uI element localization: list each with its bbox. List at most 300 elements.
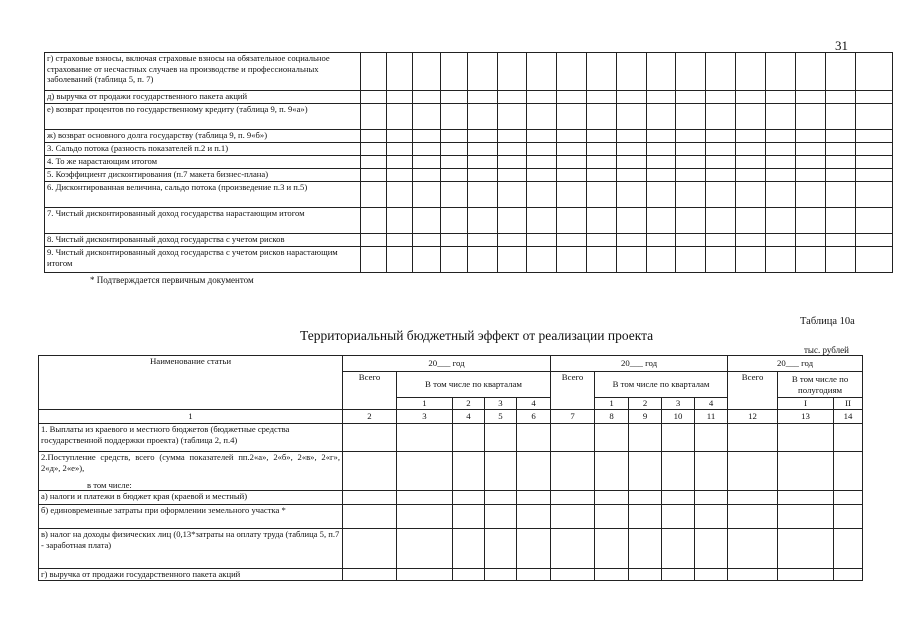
empty-cell bbox=[695, 569, 728, 581]
empty-cell bbox=[676, 104, 706, 130]
empty-cell bbox=[413, 156, 441, 169]
empty-cell bbox=[629, 452, 662, 480]
empty-cell bbox=[343, 480, 397, 491]
empty-cell bbox=[527, 182, 557, 208]
empty-cell bbox=[647, 53, 676, 91]
empty-cell bbox=[413, 143, 441, 156]
row-label: д) выручка от продажи государственного пакета акций bbox=[45, 91, 361, 104]
header-quarter: 2 bbox=[629, 398, 662, 410]
empty-cell bbox=[706, 182, 736, 208]
row-label: 2.Поступление средств, всего (сумма показателей пп.2«а», 2«б», 2«в», 2«г», 2«д», 2«е»), bbox=[39, 452, 343, 480]
empty-cell bbox=[517, 505, 551, 529]
header-item-name: Наименование статьи bbox=[39, 356, 343, 410]
page-number: 31 bbox=[835, 38, 848, 53]
table-row bbox=[39, 569, 863, 581]
empty-cell bbox=[595, 424, 629, 452]
empty-cell bbox=[527, 169, 557, 182]
empty-cell bbox=[527, 208, 557, 234]
empty-cell bbox=[498, 247, 527, 273]
empty-cell bbox=[551, 505, 595, 529]
empty-cell bbox=[766, 91, 796, 104]
empty-cell bbox=[498, 104, 527, 130]
empty-cell bbox=[728, 529, 778, 569]
empty-cell bbox=[706, 53, 736, 91]
empty-cell bbox=[557, 208, 587, 234]
empty-cell bbox=[397, 424, 453, 452]
empty-cell bbox=[557, 247, 587, 273]
empty-cell bbox=[557, 234, 587, 247]
header-quarter: 3 bbox=[662, 398, 695, 410]
table-row bbox=[45, 234, 893, 247]
empty-cell bbox=[676, 169, 706, 182]
empty-cell bbox=[441, 91, 468, 104]
row-label: 9. Чистый дисконтированный доход государства с учетом рисков нарастающим итогом bbox=[45, 247, 361, 273]
header-total-1: Всего bbox=[343, 372, 397, 410]
empty-cell bbox=[695, 480, 728, 491]
row-label: г) выручка от продажи государственного пакета акций bbox=[39, 569, 343, 581]
empty-cell bbox=[796, 247, 826, 273]
column-number: 13 bbox=[778, 410, 834, 424]
row-label: 1. Выплаты из краевого и местного бюджетов (бюджетные средства государственной поддержки проекта) (таблица 2, п.4) bbox=[39, 424, 343, 452]
header-year-2: 20___ год bbox=[551, 356, 728, 372]
empty-cell bbox=[551, 424, 595, 452]
empty-cell bbox=[498, 130, 527, 143]
table-row bbox=[39, 452, 863, 480]
empty-cell bbox=[766, 169, 796, 182]
empty-cell bbox=[695, 491, 728, 505]
empty-cell bbox=[468, 156, 498, 169]
empty-cell bbox=[766, 104, 796, 130]
empty-cell bbox=[468, 208, 498, 234]
empty-cell bbox=[485, 491, 517, 505]
empty-cell bbox=[441, 104, 468, 130]
column-number: 4 bbox=[453, 410, 485, 424]
table-row bbox=[39, 491, 863, 505]
table-title: Территориальный бюджетный эффект от реализации проекта bbox=[300, 328, 654, 343]
empty-cell bbox=[468, 247, 498, 273]
empty-cell bbox=[587, 143, 617, 156]
empty-cell bbox=[834, 424, 863, 452]
empty-cell bbox=[778, 505, 834, 529]
table-row bbox=[45, 104, 893, 130]
table-row bbox=[45, 247, 893, 273]
empty-cell bbox=[617, 130, 647, 143]
header-quarter: 4 bbox=[695, 398, 728, 410]
empty-cell bbox=[551, 529, 595, 569]
empty-cell bbox=[587, 234, 617, 247]
header-quarter: 1 bbox=[397, 398, 453, 410]
empty-cell bbox=[736, 247, 766, 273]
empty-cell bbox=[361, 91, 387, 104]
empty-cell bbox=[826, 156, 856, 169]
empty-cell bbox=[676, 143, 706, 156]
empty-cell bbox=[361, 156, 387, 169]
empty-cell bbox=[453, 569, 485, 581]
row-label: б) единовременные затраты при оформлении земельного участка * bbox=[39, 505, 343, 529]
empty-cell bbox=[527, 104, 557, 130]
empty-cell bbox=[587, 247, 617, 273]
table-row bbox=[45, 91, 893, 104]
empty-cell bbox=[856, 53, 893, 91]
empty-cell bbox=[617, 143, 647, 156]
empty-cell bbox=[557, 156, 587, 169]
empty-cell bbox=[441, 169, 468, 182]
empty-cell bbox=[728, 452, 778, 480]
empty-cell bbox=[676, 208, 706, 234]
empty-cell bbox=[676, 247, 706, 273]
empty-cell bbox=[361, 130, 387, 143]
empty-cell bbox=[361, 143, 387, 156]
empty-cell bbox=[796, 143, 826, 156]
empty-cell bbox=[856, 208, 893, 234]
empty-cell bbox=[766, 234, 796, 247]
empty-cell bbox=[736, 53, 766, 91]
empty-cell bbox=[527, 130, 557, 143]
empty-cell bbox=[517, 569, 551, 581]
empty-cell bbox=[826, 130, 856, 143]
empty-cell bbox=[778, 452, 834, 480]
empty-cell bbox=[676, 53, 706, 91]
empty-cell bbox=[387, 169, 413, 182]
empty-cell bbox=[387, 91, 413, 104]
empty-cell bbox=[441, 234, 468, 247]
empty-cell bbox=[736, 208, 766, 234]
empty-cell bbox=[587, 104, 617, 130]
empty-cell bbox=[826, 247, 856, 273]
table-row bbox=[45, 130, 893, 143]
empty-cell bbox=[453, 529, 485, 569]
empty-cell bbox=[706, 247, 736, 273]
empty-cell bbox=[453, 505, 485, 529]
empty-cell bbox=[441, 208, 468, 234]
empty-cell bbox=[413, 234, 441, 247]
column-number: 10 bbox=[662, 410, 695, 424]
empty-cell bbox=[834, 480, 863, 491]
row-label: в том числе: bbox=[39, 480, 343, 491]
territorial-budget-effect-table bbox=[38, 355, 863, 581]
empty-cell bbox=[527, 91, 557, 104]
empty-cell bbox=[527, 53, 557, 91]
empty-cell bbox=[617, 182, 647, 208]
empty-cell bbox=[706, 91, 736, 104]
empty-cell bbox=[387, 130, 413, 143]
empty-cell bbox=[587, 156, 617, 169]
empty-cell bbox=[856, 143, 893, 156]
empty-cell bbox=[485, 569, 517, 581]
empty-cell bbox=[361, 182, 387, 208]
empty-cell bbox=[453, 491, 485, 505]
empty-cell bbox=[498, 143, 527, 156]
header-half: I bbox=[778, 398, 834, 410]
empty-cell bbox=[551, 452, 595, 480]
empty-cell bbox=[551, 569, 595, 581]
empty-cell bbox=[587, 130, 617, 143]
empty-cell bbox=[856, 130, 893, 143]
empty-cell bbox=[361, 53, 387, 91]
empty-cell bbox=[485, 505, 517, 529]
column-number: 14 bbox=[834, 410, 863, 424]
table-row bbox=[45, 208, 893, 234]
empty-cell bbox=[413, 169, 441, 182]
empty-cell bbox=[397, 480, 453, 491]
empty-cell bbox=[629, 491, 662, 505]
empty-cell bbox=[706, 234, 736, 247]
empty-cell bbox=[361, 104, 387, 130]
empty-cell bbox=[617, 208, 647, 234]
empty-cell bbox=[766, 208, 796, 234]
empty-cell bbox=[527, 143, 557, 156]
empty-cell bbox=[441, 156, 468, 169]
empty-cell bbox=[343, 505, 397, 529]
empty-cell bbox=[498, 53, 527, 91]
empty-cell bbox=[517, 424, 551, 452]
empty-cell bbox=[441, 143, 468, 156]
empty-cell bbox=[397, 569, 453, 581]
column-number: 8 bbox=[595, 410, 629, 424]
empty-cell bbox=[557, 53, 587, 91]
header-year-1: 20___ год bbox=[343, 356, 551, 372]
empty-cell bbox=[647, 143, 676, 156]
empty-cell bbox=[856, 169, 893, 182]
empty-cell bbox=[647, 182, 676, 208]
empty-cell bbox=[796, 234, 826, 247]
empty-cell bbox=[468, 91, 498, 104]
empty-cell bbox=[629, 505, 662, 529]
empty-cell bbox=[413, 182, 441, 208]
header-quarter: 2 bbox=[453, 398, 485, 410]
empty-cell bbox=[766, 130, 796, 143]
empty-cell bbox=[595, 505, 629, 529]
empty-cell bbox=[676, 91, 706, 104]
row-label: ж) возврат основного долга государству (таблица 9, п. 9«б») bbox=[45, 130, 361, 143]
empty-cell bbox=[662, 424, 695, 452]
empty-cell bbox=[662, 452, 695, 480]
empty-cell bbox=[695, 529, 728, 569]
empty-cell bbox=[796, 156, 826, 169]
empty-cell bbox=[527, 247, 557, 273]
empty-cell bbox=[551, 480, 595, 491]
empty-cell bbox=[587, 169, 617, 182]
empty-cell bbox=[397, 505, 453, 529]
row-label: 3. Сальдо потока (разность показателей п.2 и п.1) bbox=[45, 143, 361, 156]
empty-cell bbox=[557, 130, 587, 143]
empty-cell bbox=[856, 234, 893, 247]
empty-cell bbox=[587, 182, 617, 208]
empty-cell bbox=[629, 424, 662, 452]
empty-cell bbox=[557, 182, 587, 208]
empty-cell bbox=[527, 156, 557, 169]
row-label: 7. Чистый дисконтированный доход государства нарастающим итогом bbox=[45, 208, 361, 234]
empty-cell bbox=[647, 104, 676, 130]
empty-cell bbox=[736, 169, 766, 182]
empty-cell bbox=[453, 480, 485, 491]
empty-cell bbox=[647, 91, 676, 104]
empty-cell bbox=[728, 505, 778, 529]
empty-cell bbox=[706, 130, 736, 143]
empty-cell bbox=[441, 130, 468, 143]
empty-cell bbox=[617, 156, 647, 169]
header-quarter: 1 bbox=[595, 398, 629, 410]
empty-cell bbox=[485, 424, 517, 452]
column-number: 12 bbox=[728, 410, 778, 424]
empty-cell bbox=[361, 208, 387, 234]
empty-cell bbox=[361, 247, 387, 273]
empty-cell bbox=[695, 505, 728, 529]
empty-cell bbox=[441, 182, 468, 208]
empty-cell bbox=[826, 169, 856, 182]
empty-cell bbox=[826, 104, 856, 130]
empty-cell bbox=[647, 208, 676, 234]
column-number: 6 bbox=[517, 410, 551, 424]
empty-cell bbox=[413, 53, 441, 91]
empty-cell bbox=[695, 452, 728, 480]
empty-cell bbox=[736, 91, 766, 104]
header-total-2: Всего bbox=[551, 372, 595, 410]
table-row bbox=[45, 143, 893, 156]
table-row bbox=[39, 505, 863, 529]
empty-cell bbox=[826, 91, 856, 104]
empty-cell bbox=[617, 247, 647, 273]
empty-cell bbox=[647, 169, 676, 182]
empty-cell bbox=[397, 491, 453, 505]
empty-cell bbox=[361, 169, 387, 182]
empty-cell bbox=[413, 104, 441, 130]
header-year-3: 20___ год bbox=[728, 356, 863, 372]
empty-cell bbox=[647, 234, 676, 247]
empty-cell bbox=[517, 529, 551, 569]
empty-cell bbox=[517, 491, 551, 505]
empty-cell bbox=[834, 452, 863, 480]
empty-cell bbox=[766, 156, 796, 169]
header-by-halfyears: В том числе по полугодиям bbox=[778, 372, 863, 398]
empty-cell bbox=[778, 569, 834, 581]
column-number: 3 bbox=[397, 410, 453, 424]
empty-cell bbox=[387, 143, 413, 156]
empty-cell bbox=[629, 529, 662, 569]
empty-cell bbox=[468, 234, 498, 247]
empty-cell bbox=[413, 208, 441, 234]
empty-cell bbox=[647, 247, 676, 273]
empty-cell bbox=[595, 480, 629, 491]
empty-cell bbox=[796, 53, 826, 91]
empty-cell bbox=[413, 247, 441, 273]
empty-cell bbox=[557, 143, 587, 156]
empty-cell bbox=[397, 452, 453, 480]
table-row bbox=[45, 169, 893, 182]
empty-cell bbox=[706, 143, 736, 156]
empty-cell bbox=[706, 104, 736, 130]
empty-cell bbox=[629, 480, 662, 491]
empty-cell bbox=[728, 424, 778, 452]
empty-cell bbox=[485, 480, 517, 491]
empty-cell bbox=[343, 529, 397, 569]
column-number: 1 bbox=[39, 410, 343, 424]
header-total-3: Всего bbox=[728, 372, 778, 410]
empty-cell bbox=[647, 156, 676, 169]
table-row bbox=[45, 53, 893, 91]
row-label: а) налоги и платежи в бюджет края (краевой и местный) bbox=[39, 491, 343, 505]
table-row bbox=[39, 424, 863, 452]
empty-cell bbox=[766, 53, 796, 91]
empty-cell bbox=[617, 169, 647, 182]
empty-cell bbox=[736, 234, 766, 247]
empty-cell bbox=[387, 234, 413, 247]
empty-cell bbox=[617, 53, 647, 91]
row-label: 6. Дисконтированная величина, сальдо потока (произведение п.3 и п.5) bbox=[45, 182, 361, 208]
empty-cell bbox=[676, 130, 706, 143]
empty-cell bbox=[676, 234, 706, 247]
empty-cell bbox=[468, 53, 498, 91]
empty-cell bbox=[856, 104, 893, 130]
empty-cell bbox=[361, 234, 387, 247]
empty-cell bbox=[485, 452, 517, 480]
units-label: тыс. рублей bbox=[804, 345, 849, 355]
table-label: Таблица 10а bbox=[800, 316, 855, 327]
empty-cell bbox=[343, 424, 397, 452]
row-label: 4. То же нарастающим итогом bbox=[45, 156, 361, 169]
row-label: в) налог на доходы физических лиц (0,13*затраты на оплату труда (таблица 5, п.7 - заработная плата) bbox=[39, 529, 343, 569]
empty-cell bbox=[856, 91, 893, 104]
empty-cell bbox=[587, 91, 617, 104]
empty-cell bbox=[617, 234, 647, 247]
empty-cell bbox=[397, 529, 453, 569]
empty-cell bbox=[387, 104, 413, 130]
empty-cell bbox=[343, 452, 397, 480]
empty-cell bbox=[856, 182, 893, 208]
empty-cell bbox=[343, 569, 397, 581]
empty-cell bbox=[468, 130, 498, 143]
header-half: II bbox=[834, 398, 863, 410]
header-by-quarters-2: В том числе по кварталам bbox=[595, 372, 728, 398]
empty-cell bbox=[517, 452, 551, 480]
empty-cell bbox=[595, 529, 629, 569]
empty-cell bbox=[826, 53, 856, 91]
empty-cell bbox=[617, 91, 647, 104]
empty-cell bbox=[387, 182, 413, 208]
empty-cell bbox=[498, 234, 527, 247]
empty-cell bbox=[498, 169, 527, 182]
table-row bbox=[45, 156, 893, 169]
empty-cell bbox=[778, 424, 834, 452]
empty-cell bbox=[498, 156, 527, 169]
empty-cell bbox=[826, 182, 856, 208]
row-label: 8. Чистый дисконтированный доход государства с учетом рисков bbox=[45, 234, 361, 247]
empty-cell bbox=[485, 529, 517, 569]
empty-cell bbox=[796, 182, 826, 208]
empty-cell bbox=[706, 169, 736, 182]
empty-cell bbox=[498, 182, 527, 208]
empty-cell bbox=[728, 491, 778, 505]
empty-cell bbox=[676, 182, 706, 208]
empty-cell bbox=[766, 247, 796, 273]
empty-cell bbox=[468, 182, 498, 208]
table-row bbox=[39, 529, 863, 569]
column-number: 5 bbox=[485, 410, 517, 424]
row-label: е) возврат процентов по государственному кредиту (таблица 9, п. 9«а») bbox=[45, 104, 361, 130]
empty-cell bbox=[517, 480, 551, 491]
empty-cell bbox=[834, 505, 863, 529]
empty-cell bbox=[736, 104, 766, 130]
empty-cell bbox=[662, 505, 695, 529]
empty-cell bbox=[647, 130, 676, 143]
empty-cell bbox=[736, 143, 766, 156]
empty-cell bbox=[856, 247, 893, 273]
empty-cell bbox=[498, 91, 527, 104]
column-number: 9 bbox=[629, 410, 662, 424]
empty-cell bbox=[595, 569, 629, 581]
empty-cell bbox=[551, 491, 595, 505]
header-quarter: 4 bbox=[517, 398, 551, 410]
